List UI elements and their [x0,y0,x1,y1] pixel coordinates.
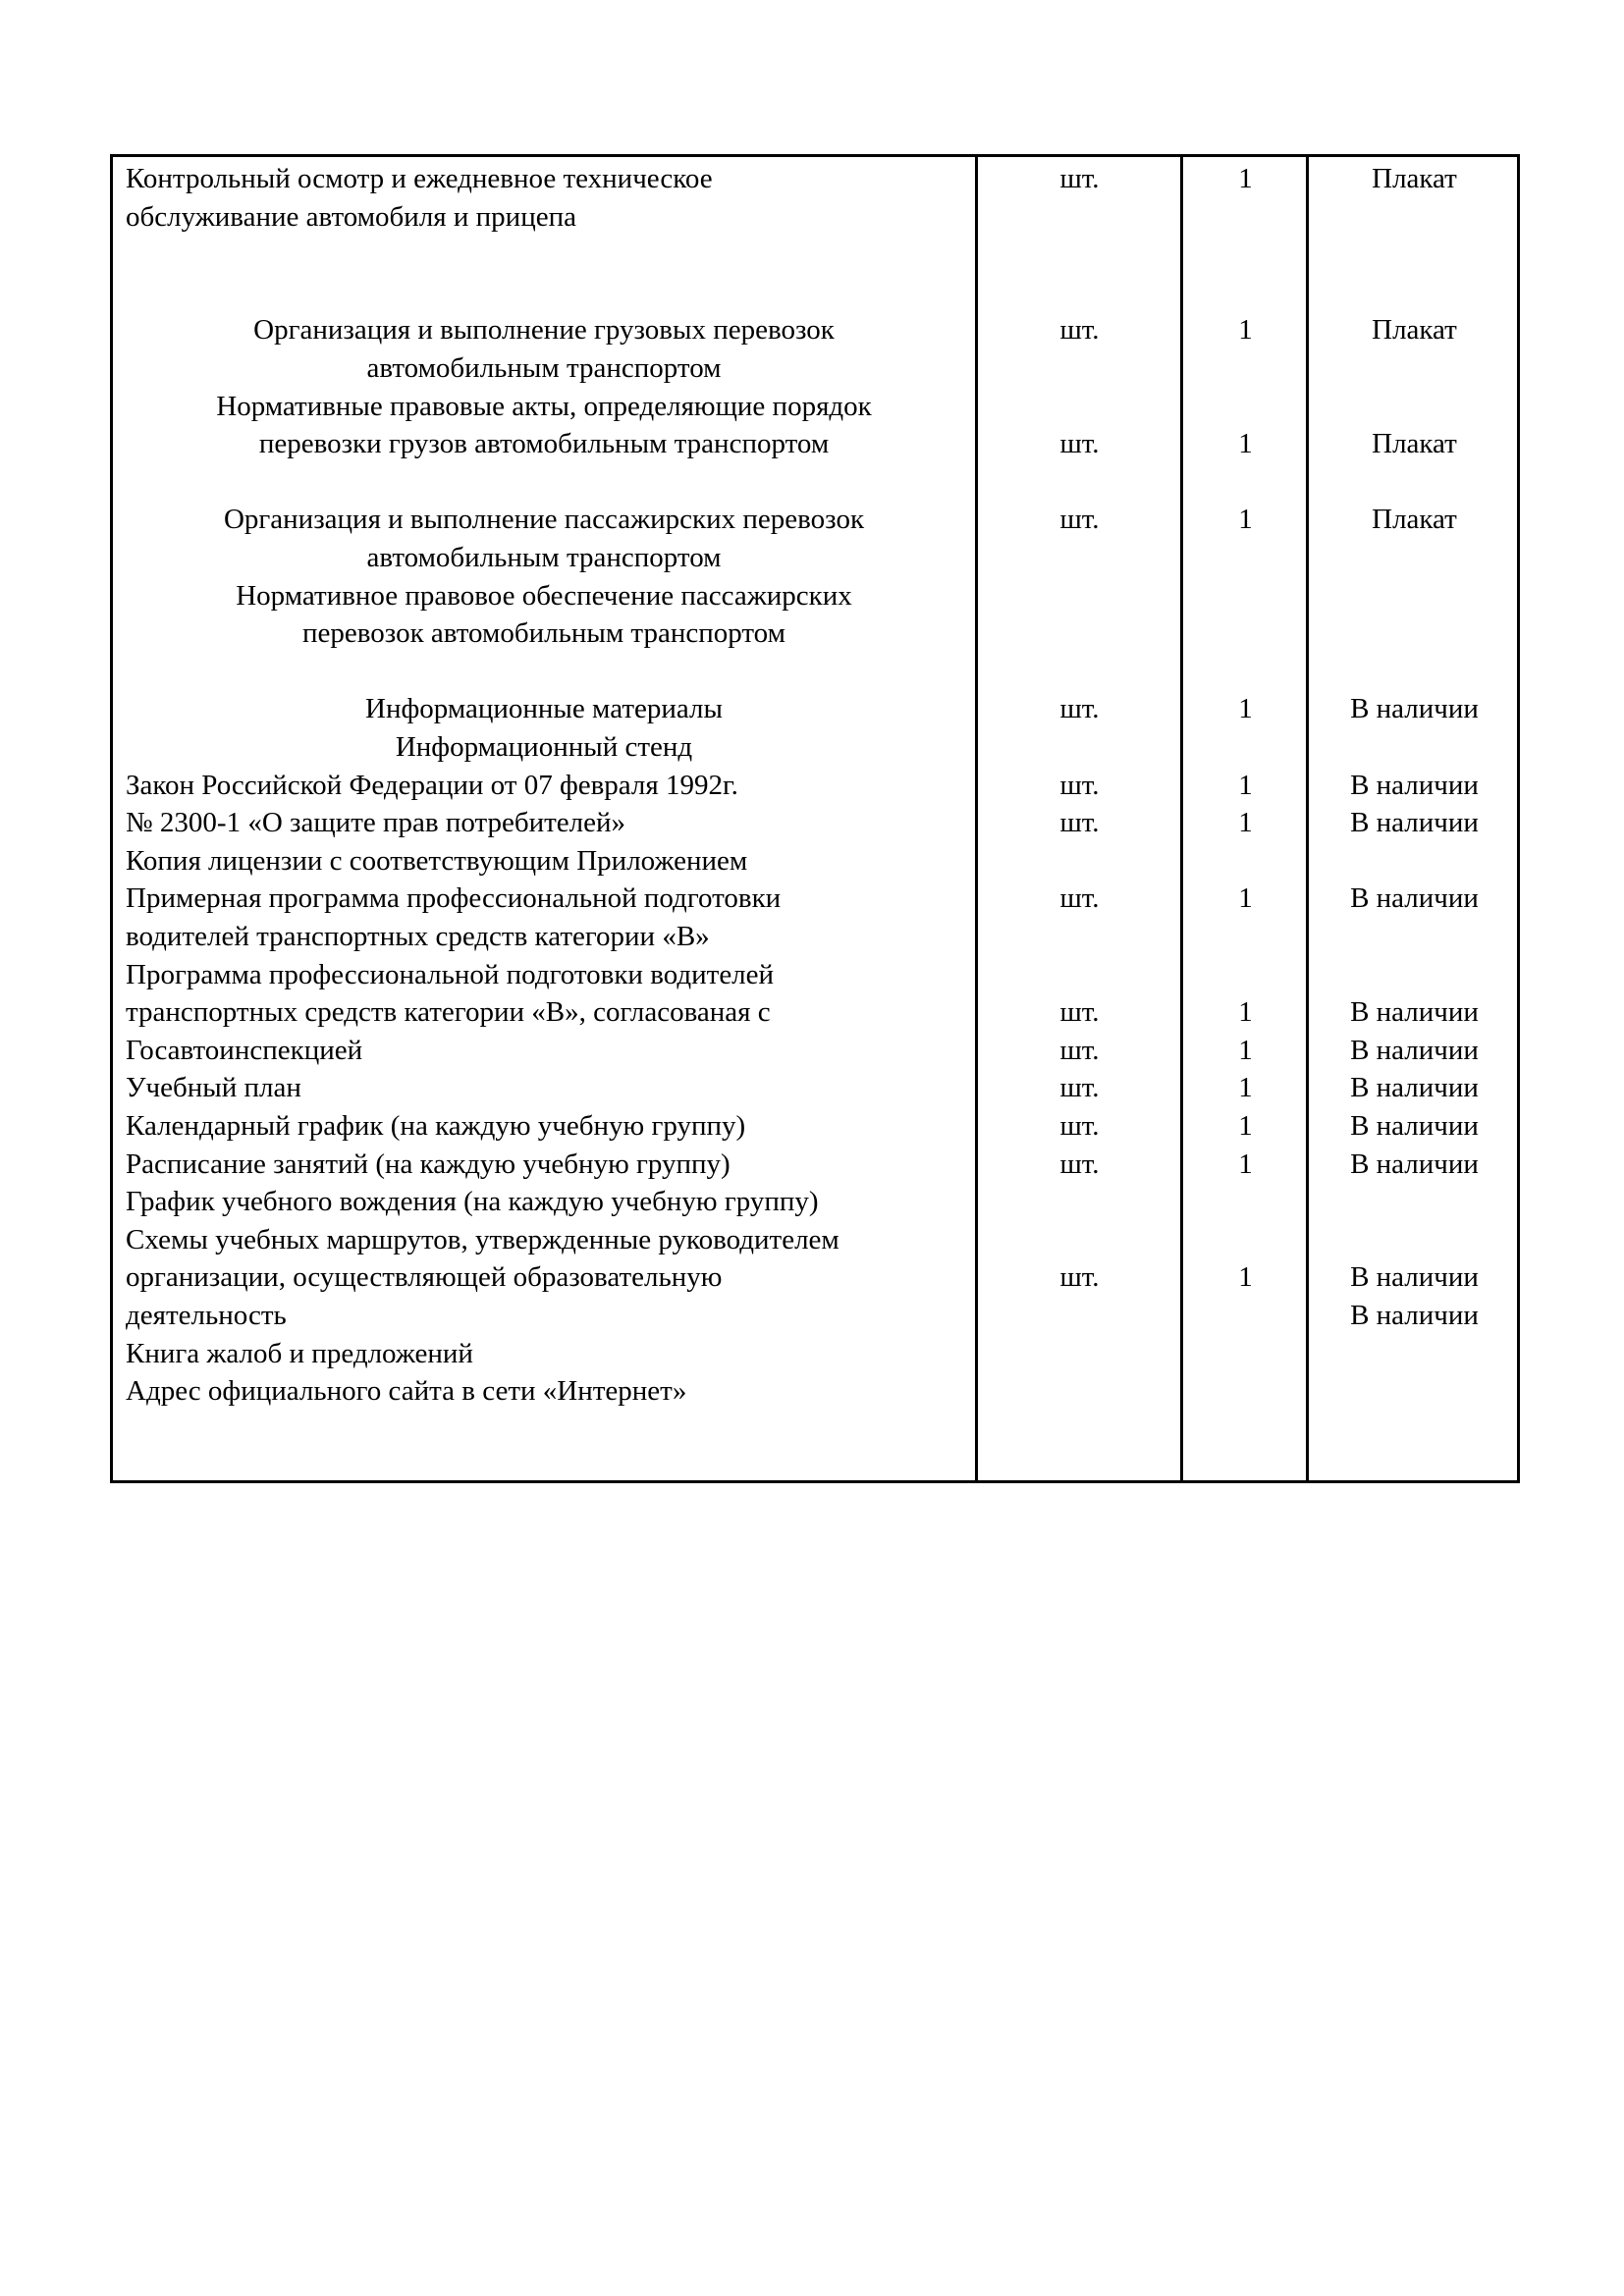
unit-cell: шт. [1059,504,1100,536]
item-description-line: Информационные материалы [365,693,723,725]
item-description-line: перевозок автомобильным транспортом [302,617,785,650]
status-cell: В наличии [1350,1261,1479,1294]
quantity-cell: 1 [1238,314,1253,347]
quantity-cell: 1 [1238,504,1253,536]
status-cell: Плакат [1372,428,1457,460]
item-description-line: перевозки грузов автомобильным транспортом [258,428,830,460]
item-description-line: Организация и выполнение грузовых перевозок [253,314,835,347]
item-description-line: Примерная программа профессиональной подготовки [126,882,782,915]
unit-cell: шт. [1059,693,1100,725]
item-description-line: Расписание занятий (на каждую учебную группу) [126,1148,731,1180]
quantity-cell: 1 [1238,693,1253,725]
item-description-line: Информационный стенд [395,731,693,763]
quantity-cell: 1 [1238,882,1253,915]
status-cell: Плакат [1372,163,1457,194]
item-description-line: График учебного вождения (на каждую учебную группу) [126,1186,819,1218]
quantity-cell: 1 [1238,1261,1253,1294]
quantity-cell: 1 [1238,996,1253,1029]
status-cell: В наличии [1350,996,1479,1029]
status-cell: В наличии [1350,882,1479,915]
status-cell: В наличии [1350,1148,1479,1180]
unit-cell: шт. [1059,1148,1100,1180]
unit-cell: шт. [1059,428,1100,460]
unit-cell: шт. [1059,882,1100,915]
item-description-line: Программа профессиональной подготовки водителей [126,958,775,990]
item-description-line: Копия лицензии с соответствующим Приложением [126,844,748,877]
item-description-line: автомобильным транспортом [366,542,722,573]
status-cell: Плакат [1372,314,1457,347]
unit-cell: шт. [1059,314,1100,347]
item-description-line: Календарный график (на каждую учебную группу) [126,1110,746,1142]
quantity-cell: 1 [1238,163,1253,194]
item-description-line: № 2300-1 «О защите прав потребителей» [126,807,626,839]
quantity-cell: 1 [1238,1110,1253,1142]
status-cell: В наличии [1350,807,1479,839]
quantity-cell: 1 [1238,428,1253,460]
quantity-cell: 1 [1238,769,1253,801]
quantity-cell: 1 [1238,1072,1253,1104]
item-description-line: Госавтоинспекцией [126,1034,363,1066]
unit-cell: шт. [1059,1072,1100,1104]
item-description-line: Нормативное правовое обеспечение пассажирских [236,579,852,612]
item-description-line: Адрес официального сайта в сети «Интернет» [126,1375,687,1408]
quantity-cell: 1 [1238,1034,1253,1066]
quantity-cell: 1 [1238,1148,1253,1180]
item-description-line: Организация и выполнение пассажирских перевозок [223,504,865,536]
status-cell: В наличии [1350,1110,1479,1142]
unit-cell: шт. [1059,1034,1100,1066]
unit-cell: шт. [1059,996,1100,1029]
status-cell: Плакат [1372,504,1457,536]
unit-cell: шт. [1059,163,1100,194]
status-cell: В наличии [1350,1300,1479,1331]
status-cell: В наличии [1350,693,1479,725]
item-description-line: Закон Российской Федерации от 07 февраля 1992г. [126,769,738,801]
unit-cell: шт. [1059,807,1100,839]
unit-cell: шт. [1059,1261,1100,1294]
item-description-line: организации, осуществляющей образовательную [126,1261,723,1294]
item-description-line: Контрольный осмотр и ежедневное техническое [126,163,713,194]
unit-cell: шт. [1059,1110,1100,1142]
status-cell: В наличии [1350,1072,1479,1104]
item-description-line: Учебный план [126,1072,301,1104]
item-description-line: деятельность [126,1300,287,1331]
status-cell: В наличии [1350,1034,1479,1066]
unit-cell: шт. [1059,769,1100,801]
item-description-line: Книга жалоб и предложений [126,1337,473,1369]
quantity-cell: 1 [1238,807,1253,839]
item-description-line: обслуживание автомобиля и прицепа [126,200,576,233]
item-description-line: автомобильным транспортом [366,352,722,384]
status-cell: В наличии [1350,769,1479,801]
item-description-line: транспортных средств категории «В», согласованая с [126,996,771,1029]
item-description-line: водителей транспортных средств категории «В» [126,921,710,952]
item-description-line: Нормативные правовые акты, определяющие порядок [216,390,872,422]
item-description-line: Схемы учебных маршрутов, утвержденные руководителем [126,1223,839,1255]
